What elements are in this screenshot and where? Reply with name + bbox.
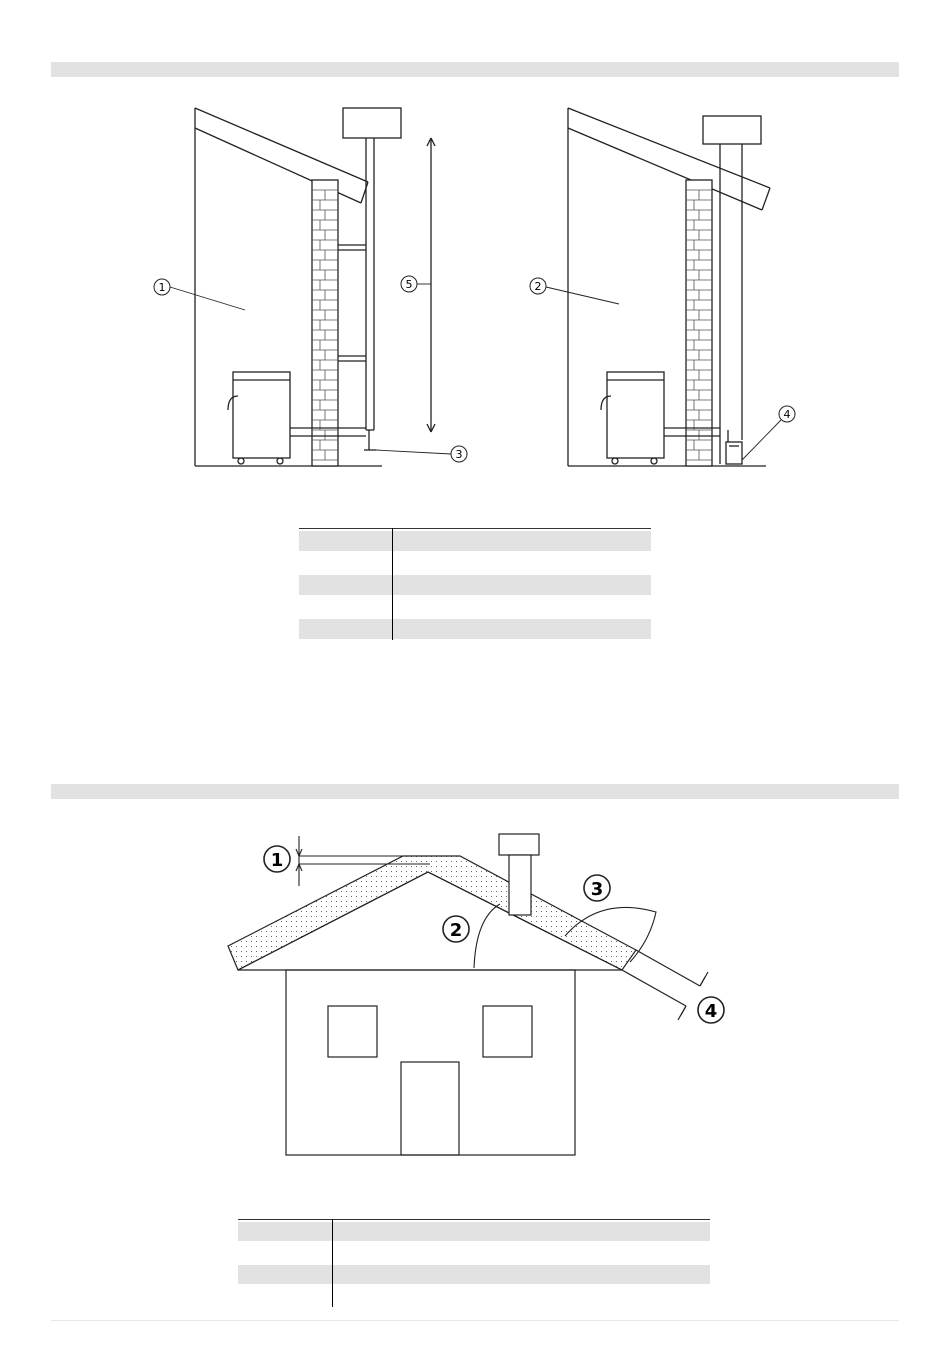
diagram-right — [568, 108, 770, 466]
chimney-installation-diagram — [0, 0, 950, 500]
window-right — [483, 1006, 532, 1057]
callout-3-label: 3 — [455, 448, 463, 461]
table-2-top-rule — [238, 1219, 710, 1220]
house-roof-diagram — [0, 800, 950, 1180]
window-left — [328, 1006, 377, 1057]
table-2-row — [238, 1222, 710, 1241]
table-2-row — [238, 1265, 710, 1284]
callout-1-label: 1 — [270, 850, 284, 871]
callout-2-label: 2 — [449, 920, 463, 941]
callout-4-label: 4 — [704, 1001, 718, 1022]
table-1-column-divider — [392, 528, 393, 640]
callout-1-label: 1 — [158, 281, 166, 294]
angle-2-arc — [474, 904, 500, 968]
section-header-bar-2 — [51, 784, 899, 799]
callout-4-label: 4 — [783, 408, 791, 421]
table-2-column-divider — [332, 1219, 333, 1307]
footer-rule — [51, 1320, 899, 1321]
door — [401, 1062, 459, 1155]
table-1-top-rule — [299, 528, 651, 529]
callout-2-label: 2 — [534, 280, 542, 293]
roof-insulation-layer — [228, 856, 636, 970]
callout-5-label: 5 — [405, 278, 413, 291]
callout-3-label: 3 — [590, 879, 604, 900]
table-1-row — [299, 619, 651, 639]
table-1-row — [299, 531, 651, 551]
table-1-row — [299, 575, 651, 595]
